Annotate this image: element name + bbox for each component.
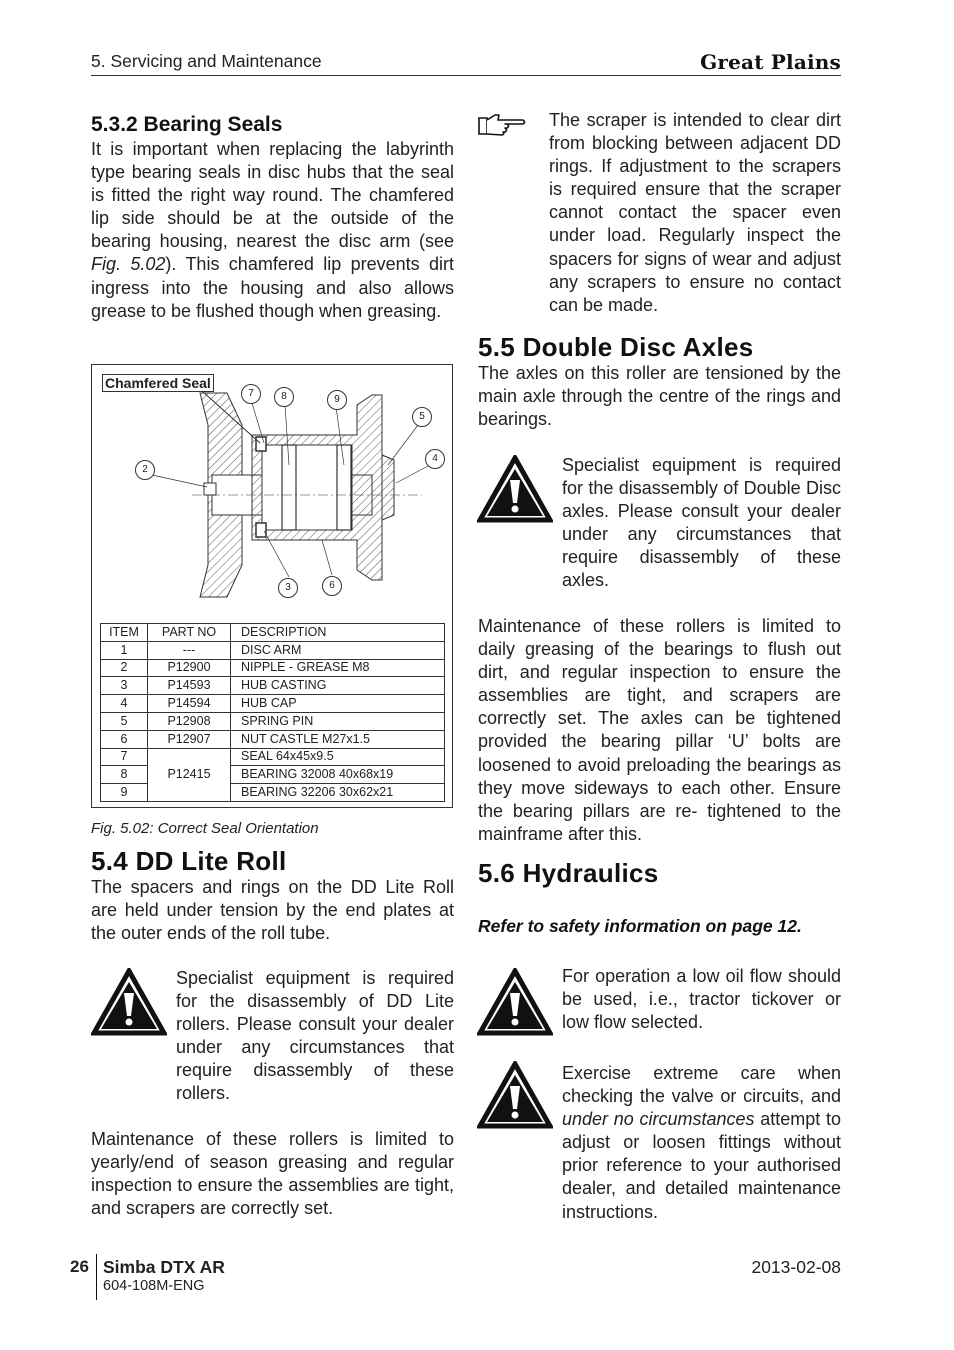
footer-divider: [96, 1254, 97, 1300]
table-header-cell: PART NO: [148, 624, 231, 642]
warning-triangle-icon: [477, 968, 553, 1036]
double-disc-heading: 5.5 Double Disc Axles: [478, 332, 754, 362]
dd-lite-section: [91, 846, 454, 945]
manual-code: 604-108M-ENG: [103, 1278, 205, 1294]
table-cell: 1: [101, 641, 148, 659]
pointing-hand-icon: [477, 112, 527, 138]
table-cell: SEAL 64x45x9.5: [231, 748, 445, 766]
table-cell-merged: P12415: [148, 748, 231, 801]
table-cell: HUB CASTING: [231, 677, 445, 695]
double-disc-intro: The axles on this roller are tensioned by the main axle through the centre of the rings and bearings.: [478, 363, 841, 430]
double-disc-maintenance: Maintenance of these rollers is limited to daily greasing of the bearings to flush out dirt, and regular inspection to ensure the assemblies are tight, and scrapers are correctly set. The axles can be tightened provided the bearing pillar ‘U’ bolts are loosened to avoid preloading the bearings as they move sideways to each other. Ensure the bearing pillars are re- tightened to the mainframe after this.: [478, 616, 841, 844]
warning-triangle-icon: [477, 455, 553, 523]
table-row: [101, 641, 445, 659]
dd-lite-maintenance: Maintenance of these rollers is limited to yearly/end of season greasing and regular inspection to ensure the assemblies are tight, and scrapers are correctly set.: [91, 1129, 454, 1219]
table-cell: P12908: [148, 712, 231, 730]
table-header-cell: ITEM: [101, 624, 148, 642]
hydraulics-warning-1: For operation a low oil flow should be used, i.e., tractor tickover or low flow selected.: [562, 966, 841, 1033]
hub-cross-section-drawing: [92, 365, 452, 615]
table-cell: P14593: [148, 677, 231, 695]
bearing-seals-section: [91, 112, 454, 323]
manual-title: Simba DTX AR: [103, 1257, 225, 1277]
callout-8: 8: [274, 387, 294, 407]
dd-lite-intro: The spacers and rings on the DD Lite Roll are held under tension by the end plates at the outer ends of the roll tube.: [91, 877, 454, 944]
table-cell: DISC ARM: [231, 641, 445, 659]
table-row: [101, 695, 445, 713]
table-cell: 9: [101, 784, 148, 802]
chamfered-seal-label: Chamfered Seal: [102, 374, 214, 392]
callout-7: 7: [241, 384, 261, 404]
callout-5: 5: [412, 407, 432, 427]
double-disc-warning-text: Specialist equipment is required for the disassembly of Double Disc axles. Please consult your dealer under any circumstances that require disassembly of these axles.: [562, 455, 841, 591]
table-cell: HUB CAP: [231, 695, 445, 713]
table-cell: P14594: [148, 695, 231, 713]
table-cell: SPRING PIN: [231, 712, 445, 730]
double-disc-section: [478, 332, 841, 431]
table-cell: 6: [101, 730, 148, 748]
table-header-row: [101, 624, 445, 642]
parts-table: [100, 623, 445, 802]
table-cell: NUT CASTLE M27x1.5: [231, 730, 445, 748]
warning-triangle-icon: [477, 1061, 553, 1129]
dd-lite-heading: 5.4 DD Lite Roll: [91, 846, 287, 876]
table-cell: 2: [101, 659, 148, 677]
table-row: [101, 712, 445, 730]
table-cell: P12900: [148, 659, 231, 677]
hydraulics-warning-2: Exercise extreme care when checking the valve or circuits, and under no circumstances attempt to adjust or loosen fittings without prior reference to your authorised dealer, and detailed maintenance instructions.: [562, 1063, 842, 1222]
callout-2: 2: [135, 460, 155, 480]
bearing-seals-heading: 5.3.2 Bearing Seals: [91, 113, 283, 136]
fig-reference: Fig. 5.02: [91, 254, 166, 275]
table-cell: 4: [101, 695, 148, 713]
table-row: [101, 748, 445, 766]
table-cell: 7: [101, 748, 148, 766]
callout-4: 4: [425, 449, 445, 469]
table-cell: ---: [148, 641, 231, 659]
hydraulics-heading: 5.6 Hydraulics: [478, 858, 659, 888]
table-cell: 3: [101, 677, 148, 695]
hydraulics-safety-ref: Refer to safety information on page 12.: [478, 916, 802, 936]
callout-6: 6: [322, 576, 342, 596]
table-row: [101, 677, 445, 695]
figure-caption: Fig. 5.02: Correct Seal Orientation: [91, 820, 319, 837]
table-header-cell: DESCRIPTION: [231, 624, 445, 642]
dd-lite-warning-text: Specialist equipment is required for the disassembly of DD Lite rollers. Please consult your dealer under any circumstances that require disassembly of these rollers.: [176, 968, 454, 1104]
table-cell: BEARING 32008 40x68x19: [231, 766, 445, 784]
page-number: 26: [70, 1257, 89, 1276]
scraper-note-text: The scraper is intended to clear dirt from blocking between adjacent DD rings. If adjustment to the scrapers is required ensure that the scraper cannot contact the spacer even under load. Regularly inspect the spacers for signs of wear and adjust any scrapers to ensure no contact can be made.: [549, 110, 841, 315]
brand-logo-text: Great Plains: [700, 50, 841, 74]
table-row: [101, 730, 445, 748]
header-divider: [91, 75, 841, 76]
header-section-title: 5. Servicing and Maintenance: [91, 51, 322, 71]
table-cell: 5: [101, 712, 148, 730]
table-cell: BEARING 32206 30x62x21: [231, 784, 445, 802]
table-cell: P12907: [148, 730, 231, 748]
callout-9: 9: [327, 390, 347, 410]
table-cell: 8: [101, 766, 148, 784]
callout-3: 3: [278, 578, 298, 598]
table-cell: NIPPLE - GREASE M8: [231, 659, 445, 677]
seal-orientation-figure: [91, 364, 453, 808]
manual-date: 2013-02-08: [751, 1257, 841, 1277]
warning-triangle-icon: [91, 968, 167, 1036]
table-row: [101, 659, 445, 677]
bearing-seals-paragraph: It is important when replacing the labyrinth type bearing seals in disc hubs that the seal is fitted the right way round. The chamfered lip side should be at the outside of the bearing housing, nearest the disc arm (see Fig. 5.02). This chamfered lip prevents dirt ingress into the housing and also allows grease to be flushed though when greasing.: [91, 139, 454, 321]
